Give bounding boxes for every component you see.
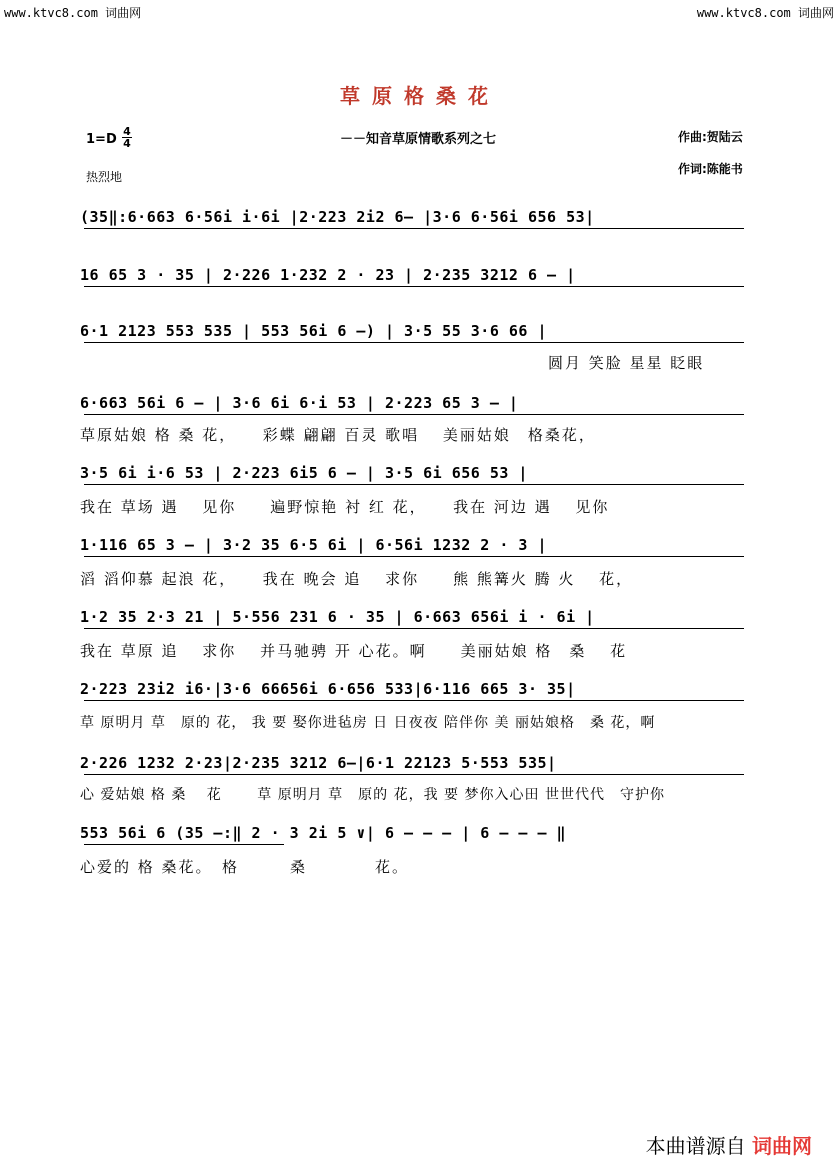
beam-line-6 xyxy=(84,556,744,557)
score-notes-8: 2·223 23i2 i6·|3·6 66656i 6·656 533|6·116 665 3· 35| xyxy=(80,680,576,698)
score-notes-5: 3·5 6i i·6 53 | 2·223 6i5 6 – | 3·5 6i 656 53 | xyxy=(80,464,528,482)
lyricist-credit: 作词:陈能书 xyxy=(678,162,743,176)
score-notes-1: (35‖:6·663 6·56i i·6i |2·223 2i2 6– |3·6 6·56i 656 53| xyxy=(80,208,595,226)
watermark-left: www.ktvc8.com 词曲网 xyxy=(4,6,142,20)
song-title: 草原格桑花 xyxy=(340,84,500,108)
meter-bottom: 4 xyxy=(123,137,131,150)
score-notes-10: 553 56i 6 (35 –:‖ 2 · 3 2i 5 ∨| 6 – – – | 6 – – – ‖ xyxy=(80,824,567,842)
score-lyrics-8: 草 原明月 草 原的 花， 我 要 娶你进毡房 日 日夜夜 陪伴你 美 丽姑娘格 桑 花，啊 xyxy=(80,715,656,731)
beam-line-3 xyxy=(84,342,744,343)
score-notes-3: 6·1 2123 553 535 | 553 56i 6 –) | 3·5 55 3·6 66 | xyxy=(80,322,548,340)
composer-credit: 作曲:贺陆云 xyxy=(678,130,743,144)
score-notes-4: 6·663 56i 6 – | 3·6 6i 6·i 53 | 2·223 65 3 – | xyxy=(80,394,519,412)
time-signature xyxy=(122,126,132,149)
score-notes-7: 1·2 35 2·3 21 | 5·556 231 6 · 35 | 6·663 656i i · 6i | xyxy=(80,608,595,626)
score-lyrics-4: 草原姑娘 格 桑 花， 彩蝶 翩翩 百灵 歌唱 美丽姑娘 格桑花， xyxy=(80,426,596,444)
footer-site-logo: 词曲网 xyxy=(752,1134,812,1158)
beam-line-10 xyxy=(84,844,284,845)
watermark-right: www.ktvc8.com 词曲网 xyxy=(696,6,834,20)
beam-line-1 xyxy=(84,228,744,229)
beam-line-8 xyxy=(84,700,744,701)
meter-top: 4 xyxy=(123,125,131,138)
score-notes-9: 2·226 1232 2·23|2·235 3212 6–|6·1 22123 5·553 535| xyxy=(80,754,557,772)
score-lyrics-6: 滔 滔仰慕 起浪 花， 我在 晚会 追 求你 熊 熊篝火 腾 火 花， xyxy=(80,570,634,588)
score-lyrics-3: 圆月 笑脸 星星 眨眼 xyxy=(548,354,705,372)
beam-line-5 xyxy=(84,484,744,485)
tempo-marking: 热烈地 xyxy=(86,170,123,184)
score-notes-2: 16 65 3 · 35 | 2·226 1·232 2 · 23 | 2·235 3212 6 – | xyxy=(80,266,576,284)
song-subtitle: －－知音草原情歌系列之七 xyxy=(340,132,497,147)
beam-line-4 xyxy=(84,414,744,415)
beam-line-7 xyxy=(84,628,744,629)
footer-source xyxy=(646,1130,812,1159)
score-lyrics-5: 我在 草场 遇 见你 遍野惊艳 衬 红 花， 我在 河边 遇 见你 xyxy=(80,498,610,516)
key-signature: 1=D xyxy=(86,132,117,147)
beam-line-2 xyxy=(84,286,744,287)
score-notes-6: 1·116 65 3 – | 3·2 35 6·5 6i | 6·56i 1232 2 · 3 | xyxy=(80,536,548,554)
score-lyrics-7: 我在 草原 追 求你 并马驰骋 开 心花。啊 美丽姑娘 格 桑 花 xyxy=(80,642,628,660)
footer-source-label: 本曲谱源自 xyxy=(645,1134,746,1158)
beam-line-9 xyxy=(84,774,744,775)
score-lyrics-9: 心 爱姑娘 格 桑 花 草 原明月 草 原的 花，我 要 梦你入心田 世世代代 守护你 xyxy=(80,787,665,803)
score-lyrics-10: 心爱的 格 桑花。 格 桑 花。 xyxy=(80,858,410,876)
